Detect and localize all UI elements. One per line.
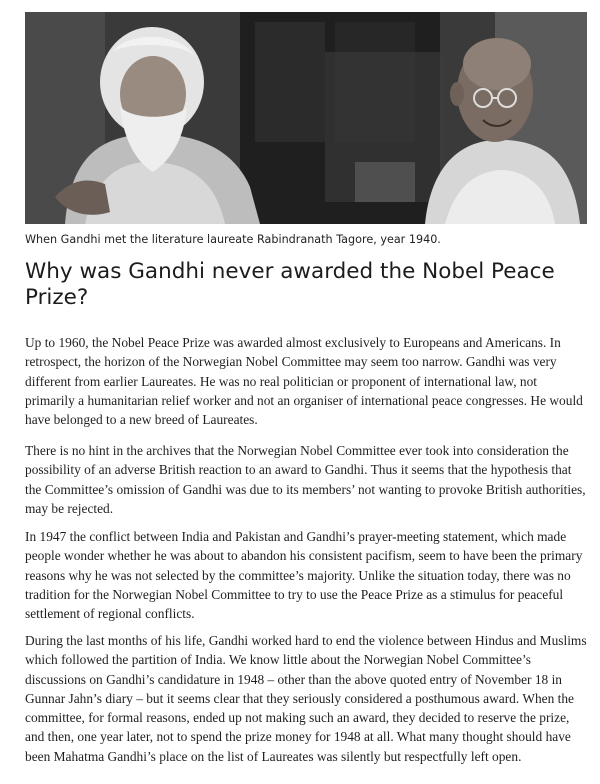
paragraph-1: Up to 1960, the Nobel Peace Prize was awarded almost exclusively to Europeans and Americans. In retrospect, the horizon of the Norwegian Nobel Committee may seem too narrow. Gandhi was very different from earlier Laureates. He was no real politician or proponent of international law, not primarily a humanitarian relief worker and not an organiser of international peace congresses. He would have belonged to a new breed of Laureates. xyxy=(25,335,583,428)
paragraph-2: There is no hint in the archives that the Norwegian Nobel Committee ever took into consideration the possibility of an adverse British reaction to an award to Gandhi. Thus it seems that the hypothesis that the Committee’s omission of Gandhi was due to its members’ not wanting to provoke British authorities, may be rejected. xyxy=(25,443,586,516)
photo-illustration xyxy=(25,12,587,224)
paragraph-3: In 1947 the conflict between India and Pakistan and Gandhi’s prayer-meeting statement, which made people wonder whether he was about to abandon his consistent pacifism, seem to have been the primary reasons why he was not selected by the committee’s majority. Unlike the situation today, there was no tradition for the Norwegian Nobel Committee to try to use the Peace Prize as a stimulus for peaceful settlement of regional conflicts. xyxy=(25,529,583,622)
article-title: Why was Gandhi never awarded the Nobel Peace Prize? xyxy=(25,259,555,310)
photo-caption: When Gandhi met the literature laureate Rabindranath Tagore, year 1940. xyxy=(25,233,441,246)
paragraph-4: During the last months of his life, Gandhi worked hard to end the violence between Hindus and Muslims which followed the partition of India. We know little about the Norwegian Nobel Committee’s discussions on Gandhi’s candidature in 1948 – other than the above quoted entry of November 18 in Gunnar Jahn’s diary – but it seems clear that they seriously considered a posthumous award. When the committee, for formal reasons, ended up not making such an award, they decided to reserve the prize, and then, one year later, not to spend the prize money for 1948 at all. What many thought should have been Mahatma Gandhi’s place on the list of Laureates was silently but respectfully left open. xyxy=(25,633,587,764)
gandhi-tagore-photo xyxy=(25,12,587,224)
